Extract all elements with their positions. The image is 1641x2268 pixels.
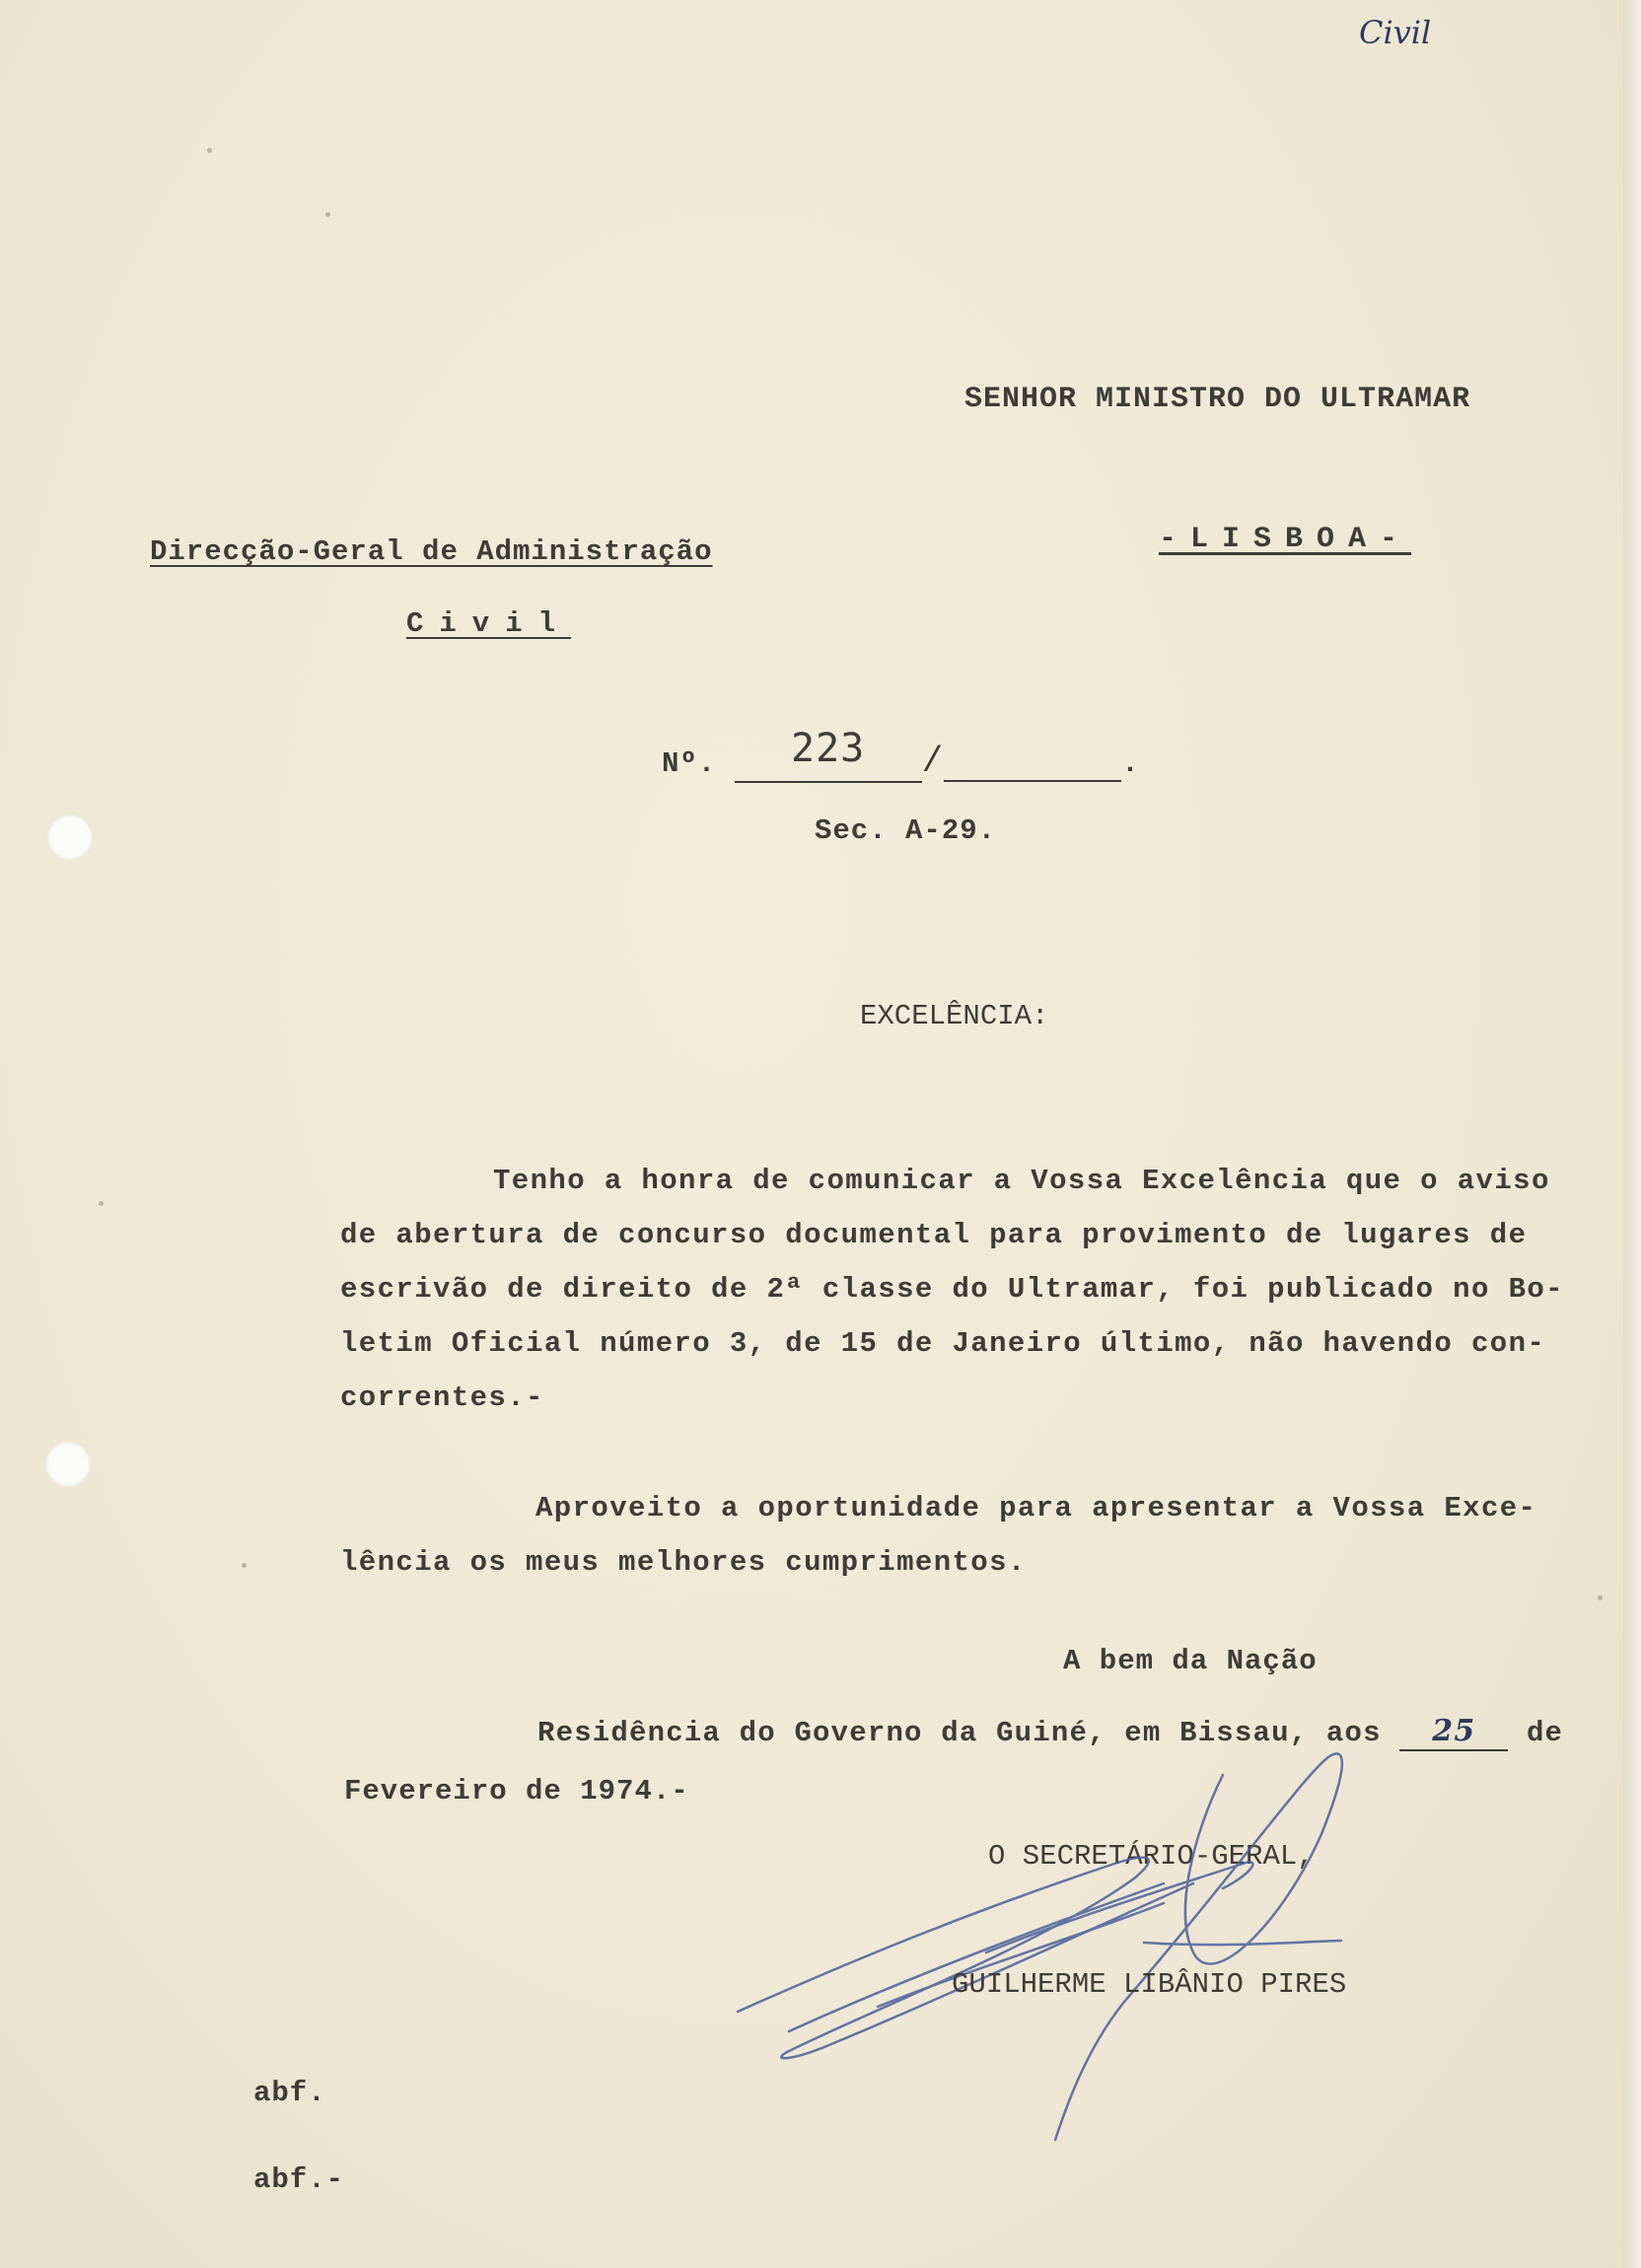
handwritten-day: 25 [1432, 1714, 1476, 1748]
page-edge [1623, 0, 1641, 2268]
typist-initials-2: abf.- [253, 2163, 345, 2196]
date-line: Fevereiro de 1974.- [344, 1775, 689, 1807]
paper-speck [242, 1563, 247, 1568]
body-line: de abertura de concurso documental para provimento de lugares de [340, 1219, 1528, 1251]
handwritten-margin-note: Civil [1359, 14, 1432, 51]
body-line: lência os meus melhores cumprimentos. [340, 1546, 1027, 1579]
department-subtitle: Civil [406, 607, 572, 640]
salutation: EXCELÊNCIA: [860, 1000, 1049, 1032]
paper-speck [99, 1201, 104, 1206]
number-field [735, 726, 922, 783]
body-paragraph-1 [340, 1154, 1603, 1425]
signature-scribble [730, 1716, 1519, 2150]
body-line: correntes.- [340, 1382, 544, 1414]
body-paragraph-2 [340, 1481, 1603, 1590]
paper-speck [1598, 1595, 1603, 1600]
typist-initials-1: abf. [253, 2077, 326, 2109]
punch-hole-top [47, 815, 93, 860]
signatory-title: O SECRETÁRIO-GERAL, [988, 1840, 1315, 1873]
signatory-name: GUILHERME LIBÂNIO PIRES [952, 1968, 1347, 2001]
body-line: Tenho a honra de comunicar a Vossa Excelência que o aviso [493, 1165, 1550, 1197]
department-title: Direcção-Geral de Administração [150, 535, 713, 568]
body-line: Aproveito a oportunidade para apresentar a Vossa Exce- [535, 1492, 1537, 1524]
destination-city: -LISBOA- [1159, 523, 1412, 556]
number-value: 223 [791, 726, 866, 771]
paper-speck [207, 148, 212, 153]
body-line: letim Oficial número 3, de 15 de Janeiro último, não havendo con- [340, 1327, 1546, 1360]
number-separator: / [921, 742, 945, 782]
section-code: Sec. A-29. [815, 815, 997, 847]
number-year-field [944, 747, 1121, 782]
number-label: Nº. [662, 747, 717, 780]
number-end-dot: . [1121, 747, 1140, 780]
addressee: SENHOR MINISTRO DO ULTRAMAR [964, 383, 1471, 416]
body-line: escrivão de direito de 2ª classe do Ultramar, foi publicado no Bo- [340, 1273, 1564, 1306]
place-text: Residência do Governo da Guiné, em Bissau, aos [537, 1717, 1382, 1749]
place-suffix: de [1526, 1717, 1564, 1749]
reference-number-row [662, 726, 1140, 783]
closing-motto: A bem da Nação [1063, 1645, 1318, 1677]
paper-speck [325, 212, 330, 217]
punch-hole-bottom [45, 1442, 91, 1487]
